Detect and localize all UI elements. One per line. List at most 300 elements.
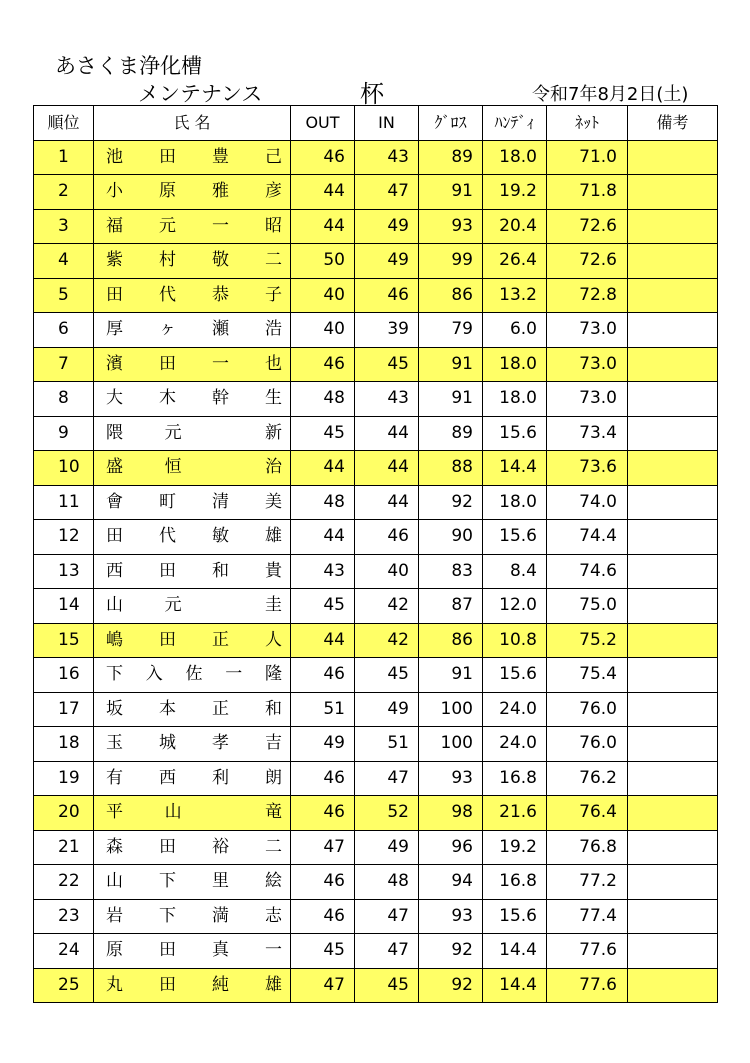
name-char: 町	[159, 491, 176, 512]
name-char: 元	[164, 595, 182, 616]
gross-cell: 91	[419, 382, 483, 417]
rank-cell: 6	[34, 313, 94, 348]
gross-cell: 93	[419, 209, 483, 244]
net-cell: 73.0	[547, 313, 628, 348]
name-char: 本	[159, 698, 176, 719]
name-char: 平	[106, 802, 123, 823]
name-char: 隆	[265, 664, 282, 685]
table-row	[34, 244, 718, 279]
name-char: 濱	[106, 353, 123, 374]
notes-cell	[628, 140, 718, 175]
in-cell: 45	[355, 347, 419, 382]
name-char: 原	[106, 940, 123, 961]
table-row	[34, 865, 718, 900]
name-char: 浩	[265, 319, 282, 340]
name-char: 佐	[185, 664, 203, 685]
player-name	[106, 459, 282, 476]
name-char: 一	[265, 940, 282, 961]
in-cell: 52	[355, 796, 419, 831]
player-name	[106, 974, 282, 995]
net-cell: 72.6	[547, 244, 628, 279]
name-char: 裕	[212, 836, 229, 857]
player-name	[106, 491, 282, 512]
out-cell: 45	[291, 416, 355, 451]
player-name	[106, 873, 282, 890]
name-char: 昭	[265, 215, 282, 236]
gross-cell: 83	[419, 554, 483, 589]
rank-cell: 15	[34, 623, 94, 658]
name-cell	[94, 934, 291, 969]
notes-cell	[628, 485, 718, 520]
rank-cell: 23	[34, 899, 94, 934]
name-char: 満	[212, 905, 229, 926]
handicap-cell: 14.4	[483, 968, 547, 1003]
name-char: 田	[159, 974, 176, 995]
name-char: 紫	[106, 250, 123, 271]
name-char: 真	[212, 940, 229, 961]
rank-cell: 21	[34, 830, 94, 865]
name-char: 元	[159, 215, 176, 236]
out-cell: 40	[291, 278, 355, 313]
out-cell: 48	[291, 382, 355, 417]
handicap-cell: 15.6	[483, 899, 547, 934]
handicap-cell: 19.2	[483, 830, 547, 865]
net-cell: 74.4	[547, 520, 628, 555]
name-char: 盛	[106, 457, 123, 478]
net-cell: 76.0	[547, 692, 628, 727]
name-char: 吉	[265, 733, 282, 754]
net-cell: 77.4	[547, 899, 628, 934]
out-cell: 44	[291, 623, 355, 658]
notes-cell	[628, 520, 718, 555]
name-char: 原	[159, 181, 176, 202]
name-char: 竜	[264, 802, 282, 823]
name-char: 正	[212, 698, 229, 719]
name-cell	[94, 313, 291, 348]
name-cell	[94, 140, 291, 175]
name-char: 敬	[212, 250, 229, 271]
name-char: 玉	[106, 733, 123, 754]
out-cell: 44	[291, 520, 355, 555]
name-char: 森	[106, 836, 123, 857]
name-char: 人	[265, 629, 282, 650]
gross-cell: 98	[419, 796, 483, 831]
notes-cell	[628, 554, 718, 589]
gross-cell: 94	[419, 865, 483, 900]
in-cell: 48	[355, 865, 419, 900]
name-char: 雅	[212, 181, 229, 202]
name-char: 雄	[265, 526, 282, 547]
handicap-cell: 21.6	[483, 796, 547, 831]
table-row	[34, 485, 718, 520]
out-cell: 45	[291, 934, 355, 969]
player-name	[106, 183, 282, 200]
net-cell: 71.8	[547, 175, 628, 210]
name-char: 田	[159, 146, 176, 167]
rank-cell: 8	[34, 382, 94, 417]
name-char: 田	[159, 629, 176, 650]
table-row	[34, 416, 718, 451]
col-header-name: 氏 名	[94, 106, 291, 141]
name-char: 西	[106, 560, 123, 581]
gross-cell: 91	[419, 347, 483, 382]
table-row	[34, 899, 718, 934]
name-char: 坂	[106, 698, 123, 719]
col-header-out: OUT	[291, 106, 355, 141]
handicap-cell: 16.8	[483, 865, 547, 900]
name-char: 隈	[106, 422, 123, 443]
rank-cell: 5	[34, 278, 94, 313]
table-row	[34, 727, 718, 762]
gross-cell: 86	[419, 278, 483, 313]
notes-cell	[628, 865, 718, 900]
out-cell: 40	[291, 313, 355, 348]
name-char: 恭	[212, 284, 229, 305]
player-name	[106, 252, 282, 269]
name-char: 美	[265, 491, 282, 512]
name-char: 村	[159, 250, 176, 271]
name-char: 有	[106, 767, 123, 788]
table-row	[34, 692, 718, 727]
col-header-rank: 順位	[34, 106, 94, 141]
table-row	[34, 451, 718, 486]
player-name	[106, 666, 282, 683]
notes-cell	[628, 658, 718, 693]
name-char: 新	[264, 422, 282, 443]
name-char: 貴	[265, 560, 282, 581]
in-cell: 47	[355, 761, 419, 796]
gross-cell: 87	[419, 589, 483, 624]
name-char: 恒	[164, 457, 182, 478]
handicap-cell: 10.8	[483, 623, 547, 658]
handicap-cell: 18.0	[483, 347, 547, 382]
table-row	[34, 554, 718, 589]
net-cell: 76.2	[547, 761, 628, 796]
name-char: 城	[159, 733, 176, 754]
out-cell: 48	[291, 485, 355, 520]
in-cell: 49	[355, 209, 419, 244]
out-cell: 46	[291, 796, 355, 831]
name-char: 二	[265, 250, 282, 271]
name-cell	[94, 589, 291, 624]
handicap-cell: 16.8	[483, 761, 547, 796]
out-cell: 49	[291, 727, 355, 762]
rank-cell: 3	[34, 209, 94, 244]
out-cell: 46	[291, 865, 355, 900]
name-cell	[94, 865, 291, 900]
out-cell: 47	[291, 830, 355, 865]
table-row	[34, 278, 718, 313]
name-char: 木	[159, 388, 176, 409]
handicap-cell: 20.4	[483, 209, 547, 244]
name-cell	[94, 416, 291, 451]
name-char: 山	[106, 595, 123, 616]
in-cell: 44	[355, 485, 419, 520]
table-row	[34, 796, 718, 831]
rank-cell: 12	[34, 520, 94, 555]
notes-cell	[628, 382, 718, 417]
name-char: 田	[159, 940, 176, 961]
handicap-cell: 12.0	[483, 589, 547, 624]
rank-cell: 24	[34, 934, 94, 969]
name-cell	[94, 830, 291, 865]
name-char: 雄	[265, 974, 282, 995]
player-name	[106, 804, 282, 821]
player-name	[106, 321, 282, 338]
col-header-gross: ｸﾞﾛｽ	[419, 106, 483, 141]
rank-cell: 9	[34, 416, 94, 451]
event-date: 令和7年8月2日(土)	[532, 84, 689, 105]
name-char: 下	[106, 664, 123, 685]
player-name	[106, 767, 282, 788]
table-row	[34, 520, 718, 555]
rank-cell: 17	[34, 692, 94, 727]
name-char: 代	[159, 526, 176, 547]
net-cell: 75.2	[547, 623, 628, 658]
rank-cell: 13	[34, 554, 94, 589]
player-name	[106, 215, 282, 236]
in-cell: 39	[355, 313, 419, 348]
name-char: 福	[106, 215, 123, 236]
notes-cell	[628, 830, 718, 865]
name-char: 幹	[212, 388, 229, 409]
table-row	[34, 209, 718, 244]
rank-cell: 14	[34, 589, 94, 624]
rank-cell: 16	[34, 658, 94, 693]
name-cell	[94, 796, 291, 831]
name-cell	[94, 382, 291, 417]
in-cell: 49	[355, 692, 419, 727]
name-char: 代	[159, 284, 176, 305]
name-char: 山	[106, 871, 123, 892]
handicap-cell: 18.0	[483, 140, 547, 175]
gross-cell: 79	[419, 313, 483, 348]
table-row	[34, 658, 718, 693]
out-cell: 46	[291, 658, 355, 693]
name-cell	[94, 761, 291, 796]
header-row	[34, 106, 718, 141]
out-cell: 46	[291, 140, 355, 175]
rank-cell: 22	[34, 865, 94, 900]
name-char: 田	[159, 836, 176, 857]
name-cell	[94, 554, 291, 589]
results-table	[33, 105, 718, 1003]
player-name	[106, 836, 282, 857]
gross-cell: 93	[419, 761, 483, 796]
rank-cell: 20	[34, 796, 94, 831]
handicap-cell: 14.4	[483, 934, 547, 969]
notes-cell	[628, 451, 718, 486]
player-name	[106, 629, 282, 650]
net-cell: 76.8	[547, 830, 628, 865]
net-cell: 76.4	[547, 796, 628, 831]
player-name	[106, 528, 282, 545]
net-cell: 74.0	[547, 485, 628, 520]
gross-cell: 100	[419, 727, 483, 762]
player-name	[106, 560, 282, 581]
handicap-cell: 13.2	[483, 278, 547, 313]
name-char: 大	[106, 388, 123, 409]
name-cell	[94, 727, 291, 762]
title-company: あさくま浄化槽	[55, 54, 202, 78]
notes-cell	[628, 416, 718, 451]
name-char: 和	[212, 560, 229, 581]
net-cell: 77.2	[547, 865, 628, 900]
name-char: 二	[265, 836, 282, 857]
net-cell: 73.0	[547, 382, 628, 417]
handicap-cell: 6.0	[483, 313, 547, 348]
handicap-cell: 18.0	[483, 485, 547, 520]
name-char: 和	[265, 698, 282, 719]
net-cell: 75.0	[547, 589, 628, 624]
handicap-cell: 15.6	[483, 658, 547, 693]
gross-cell: 92	[419, 485, 483, 520]
name-char: 小	[106, 181, 123, 202]
notes-cell	[628, 727, 718, 762]
title-subtitle: メンテナンス	[138, 82, 263, 106]
player-name	[106, 284, 282, 305]
name-cell	[94, 692, 291, 727]
table-row	[34, 968, 718, 1003]
name-char: 岩	[106, 905, 123, 926]
out-cell: 50	[291, 244, 355, 279]
handicap-cell: 15.6	[483, 416, 547, 451]
table-row	[34, 934, 718, 969]
name-cell	[94, 899, 291, 934]
name-cell	[94, 968, 291, 1003]
net-cell: 76.0	[547, 727, 628, 762]
handicap-cell: 19.2	[483, 175, 547, 210]
name-char: 絵	[265, 871, 282, 892]
notes-cell	[628, 589, 718, 624]
gross-cell: 89	[419, 140, 483, 175]
handicap-cell: 24.0	[483, 727, 547, 762]
in-cell: 46	[355, 520, 419, 555]
in-cell: 44	[355, 416, 419, 451]
name-char: 田	[106, 526, 123, 547]
notes-cell	[628, 623, 718, 658]
notes-cell	[628, 209, 718, 244]
player-name	[106, 353, 282, 374]
gross-cell: 92	[419, 968, 483, 1003]
notes-cell	[628, 692, 718, 727]
name-char: 豊	[212, 146, 229, 167]
rank-cell: 11	[34, 485, 94, 520]
name-char: 元	[164, 422, 182, 443]
name-char: 田	[106, 284, 123, 305]
in-cell: 44	[355, 451, 419, 486]
table-row	[34, 382, 718, 417]
name-char: 一	[225, 664, 243, 685]
handicap-cell: 26.4	[483, 244, 547, 279]
name-char: ヶ	[159, 319, 176, 340]
table-row	[34, 347, 718, 382]
name-char: 西	[159, 767, 176, 788]
name-cell	[94, 658, 291, 693]
out-cell: 44	[291, 209, 355, 244]
name-char: 也	[265, 353, 282, 374]
player-name	[106, 422, 282, 443]
in-cell: 45	[355, 968, 419, 1003]
handicap-cell: 15.6	[483, 520, 547, 555]
name-char: 彦	[265, 181, 282, 202]
name-char: 厚	[106, 319, 123, 340]
player-name	[106, 390, 282, 407]
in-cell: 51	[355, 727, 419, 762]
name-char: 志	[265, 905, 282, 926]
name-cell	[94, 451, 291, 486]
out-cell: 43	[291, 554, 355, 589]
name-char: 孝	[212, 733, 229, 754]
col-header-notes: 備考	[628, 106, 718, 141]
name-cell	[94, 175, 291, 210]
notes-cell	[628, 899, 718, 934]
name-cell	[94, 623, 291, 658]
table-row	[34, 623, 718, 658]
name-char: 一	[212, 215, 229, 236]
in-cell: 40	[355, 554, 419, 589]
net-cell: 73.6	[547, 451, 628, 486]
net-cell: 73.4	[547, 416, 628, 451]
gross-cell: 88	[419, 451, 483, 486]
player-name	[106, 942, 282, 959]
name-char: 治	[264, 457, 282, 478]
notes-cell	[628, 278, 718, 313]
rank-cell: 7	[34, 347, 94, 382]
handicap-cell: 8.4	[483, 554, 547, 589]
rank-cell: 1	[34, 140, 94, 175]
in-cell: 47	[355, 934, 419, 969]
gross-cell: 91	[419, 658, 483, 693]
gross-cell: 99	[419, 244, 483, 279]
name-cell	[94, 209, 291, 244]
handicap-cell: 18.0	[483, 382, 547, 417]
gross-cell: 100	[419, 692, 483, 727]
net-cell: 77.6	[547, 934, 628, 969]
notes-cell	[628, 347, 718, 382]
name-char: 田	[159, 560, 176, 581]
player-name	[106, 146, 282, 167]
gross-cell: 93	[419, 899, 483, 934]
name-char: 里	[212, 871, 229, 892]
table-row	[34, 761, 718, 796]
table-row	[34, 175, 718, 210]
in-cell: 42	[355, 589, 419, 624]
gross-cell: 90	[419, 520, 483, 555]
name-cell	[94, 278, 291, 313]
player-name	[106, 597, 282, 614]
name-char: 生	[265, 388, 282, 409]
out-cell: 44	[291, 451, 355, 486]
rank-cell: 4	[34, 244, 94, 279]
handicap-cell: 14.4	[483, 451, 547, 486]
out-cell: 46	[291, 899, 355, 934]
in-cell: 43	[355, 382, 419, 417]
name-char: 下	[159, 871, 176, 892]
notes-cell	[628, 934, 718, 969]
name-cell	[94, 520, 291, 555]
name-char: 瀬	[212, 319, 229, 340]
net-cell: 74.6	[547, 554, 628, 589]
notes-cell	[628, 244, 718, 279]
name-char: 入	[145, 664, 163, 685]
gross-cell: 96	[419, 830, 483, 865]
gross-cell: 92	[419, 934, 483, 969]
rank-cell: 25	[34, 968, 94, 1003]
notes-cell	[628, 313, 718, 348]
name-char: 會	[106, 491, 123, 512]
gross-cell: 89	[419, 416, 483, 451]
